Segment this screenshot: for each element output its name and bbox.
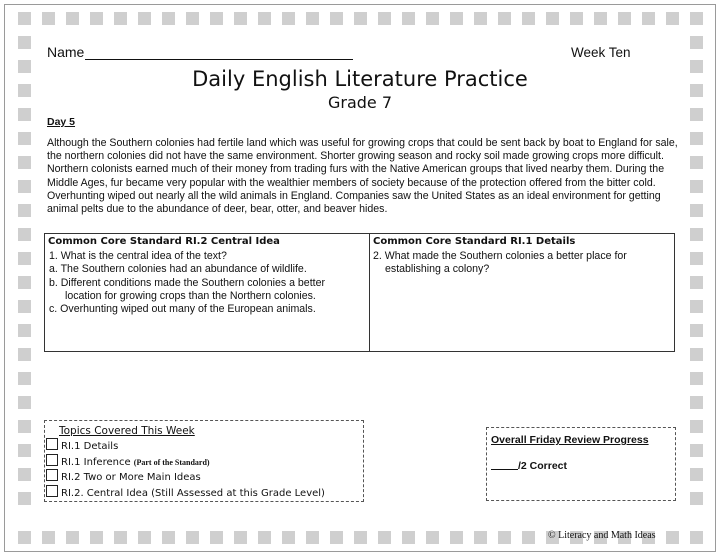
border-square: [90, 531, 103, 544]
border-square: [690, 492, 703, 505]
border-square: [594, 12, 607, 25]
border-square: [18, 36, 31, 49]
topic-item: RI.1 Inference (Part of the Standard): [46, 454, 362, 470]
border-square: [66, 531, 79, 544]
answer-option-b[interactable]: b. Different conditions made the Southern colonies a better: [49, 276, 326, 289]
border-square: [450, 12, 463, 25]
page-title: Daily English Literature Practice: [192, 67, 528, 91]
friday-review-progress-box: [486, 427, 676, 501]
question-text: 1. What is the central idea of the text?: [49, 250, 227, 262]
border-square: [690, 228, 703, 241]
border-square: [18, 324, 31, 337]
border-square: [642, 12, 655, 25]
border-square: [522, 531, 535, 544]
name-label: Name: [47, 44, 85, 60]
border-square: [546, 12, 559, 25]
border-square: [114, 12, 127, 25]
border-square: [138, 531, 151, 544]
border-square: [690, 204, 703, 217]
border-square: [690, 12, 703, 25]
border-square: [162, 12, 175, 25]
border-square: [426, 12, 439, 25]
border-square: [690, 180, 703, 193]
border-square: [690, 252, 703, 265]
copyright-footer: © Literacy and Math Ideas: [548, 530, 656, 541]
border-square: [690, 324, 703, 337]
border-square: [690, 420, 703, 433]
day-label: Day 5: [47, 116, 76, 128]
border-square: [18, 276, 31, 289]
border-square: [690, 156, 703, 169]
topic-item: RI.1 Details: [46, 438, 362, 454]
question-text: 2. What made the Southern colonies a better place for: [373, 250, 627, 262]
progress-score: /2 Correct: [491, 459, 567, 472]
border-square: [18, 444, 31, 457]
border-square: [690, 348, 703, 361]
border-square: [18, 228, 31, 241]
border-square: [186, 12, 199, 25]
border-square: [570, 12, 583, 25]
border-square: [18, 420, 31, 433]
border-square: [450, 531, 463, 544]
border-square: [330, 531, 343, 544]
week-label: Week Ten: [571, 45, 631, 60]
border-square: [690, 276, 703, 289]
topics-covered-box: [44, 420, 364, 502]
border-square: [234, 531, 247, 544]
border-square: [18, 348, 31, 361]
standard-heading: Common Core Standard RI.1 Details: [373, 236, 576, 247]
score-blank[interactable]: [491, 459, 518, 470]
border-square: [42, 531, 55, 544]
border-square: [690, 132, 703, 145]
border-square: [474, 531, 487, 544]
name-field-line[interactable]: [85, 59, 353, 60]
border-square: [498, 531, 511, 544]
border-square: [18, 132, 31, 145]
border-square: [522, 12, 535, 25]
border-square: [258, 531, 271, 544]
border-square: [690, 300, 703, 313]
border-square: [90, 12, 103, 25]
border-square: [210, 531, 223, 544]
border-square: [402, 12, 415, 25]
topic-item: RI.2 Two or More Main Ideas: [46, 469, 362, 485]
grade-subtitle: Grade 7: [327, 93, 393, 112]
answer-option-c[interactable]: c. Overhunting wiped out many of the European animals.: [49, 303, 316, 316]
topics-heading: Topics Covered This Week: [59, 425, 195, 437]
answer-area[interactable]: [373, 280, 671, 348]
border-square: [18, 492, 31, 505]
border-square: [474, 12, 487, 25]
border-square: [690, 36, 703, 49]
border-square: [18, 396, 31, 409]
border-square: [306, 531, 319, 544]
border-square: [18, 531, 31, 544]
border-square: [18, 12, 31, 25]
border-square: [234, 12, 247, 25]
border-square: [306, 12, 319, 25]
answer-option-b-continued: location for growing crops than the Northern colonies.: [65, 289, 316, 302]
border-square: [18, 300, 31, 313]
answer-option-a[interactable]: a. The Southern colonies had an abundance of wildlife.: [49, 263, 307, 276]
checkbox[interactable]: [46, 469, 58, 481]
border-square: [354, 12, 367, 25]
checkbox[interactable]: [46, 454, 58, 466]
reading-passage: Although the Southern colonies had fertile land which was useful for growing crops that could be sent back by boat to England for sale, the northern colonies did not have the same environment. Shorter growing season and rocky soil made growing crops more difficult. Northern colonists earned much of their money from trading furs with the Native American groups that lived nearby them. During the Middle Ages, fur became very popular with the wealthier members of society because of the protection offered from the bitter cold. Overhunting wiped out nearly all the wild animals in England. Companies saw the United States as an ideal environment for getting animal pelts due to the abundance of deer, bear, otter, and beaver hides.: [47, 137, 678, 216]
border-square: [666, 531, 679, 544]
border-square: [210, 12, 223, 25]
border-square: [330, 12, 343, 25]
border-square: [282, 12, 295, 25]
border-square: [18, 180, 31, 193]
topic-item: RI.2. Central Idea (Still Assessed at this Grade Level): [46, 485, 362, 501]
question-text-continued: establishing a colony?: [385, 263, 490, 276]
border-square: [354, 531, 367, 544]
border-square: [378, 531, 391, 544]
border-square: [378, 12, 391, 25]
border-square: [114, 531, 127, 544]
border-square: [282, 531, 295, 544]
border-square: [162, 531, 175, 544]
border-square: [618, 12, 631, 25]
question-box-central-idea: [44, 233, 370, 352]
progress-heading: Overall Friday Review Progress: [491, 434, 649, 446]
border-square: [498, 12, 511, 25]
border-square: [18, 204, 31, 217]
border-square: [402, 531, 415, 544]
border-square: [666, 12, 679, 25]
border-square: [690, 396, 703, 409]
border-square: [18, 372, 31, 385]
standard-heading: Common Core Standard RI.2 Central Idea: [48, 236, 280, 247]
border-square: [258, 12, 271, 25]
border-square: [18, 468, 31, 481]
border-square: [42, 12, 55, 25]
border-square: [426, 531, 439, 544]
border-square: [18, 156, 31, 169]
border-square: [690, 372, 703, 385]
border-square: [138, 12, 151, 25]
border-square: [690, 468, 703, 481]
border-square: [690, 444, 703, 457]
border-square: [186, 531, 199, 544]
checkbox[interactable]: [46, 485, 58, 497]
question-box-details: [369, 233, 675, 352]
border-square: [690, 531, 703, 544]
border-square: [66, 12, 79, 25]
border-square: [18, 252, 31, 265]
checkbox[interactable]: [46, 438, 58, 450]
